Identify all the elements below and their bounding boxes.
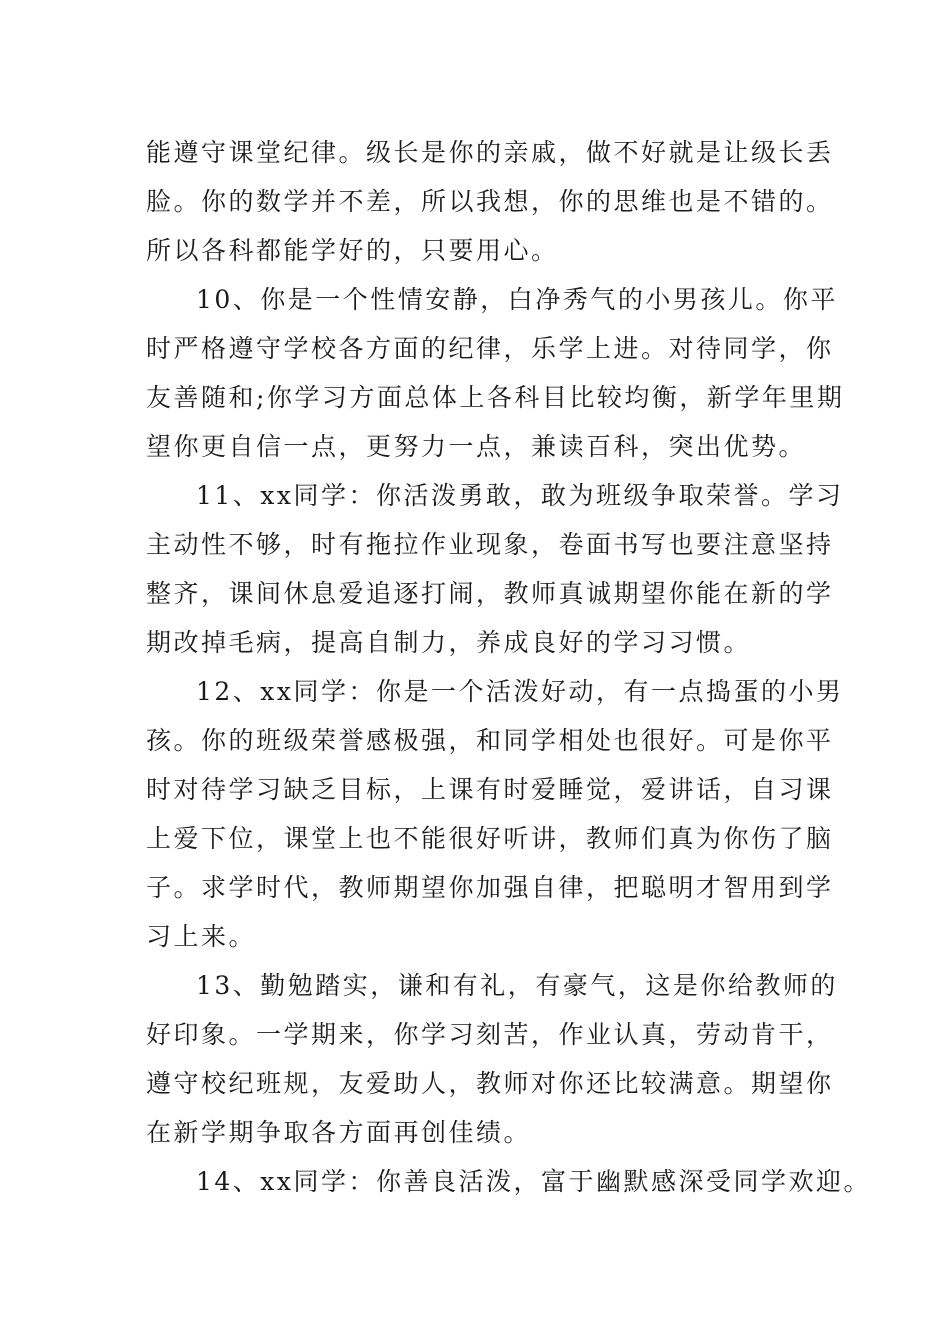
text-line: 整齐，课间休息爱追逐打闹，教师真诚期望你能在新的学 xyxy=(146,579,834,608)
text-line: 主动性不够，时有拖拉作业现象，卷面书写也要注意坚持 xyxy=(146,530,834,559)
text-line: 上爱下位，课堂上也不能很好听讲，教师们真为你伤了脑 xyxy=(146,824,834,853)
text-line: 好印象。一学期来，你学习刻苦，作业认真，劳动肯干， xyxy=(146,1020,834,1049)
text-line: 在新学期争取各方面再创佳绩。 xyxy=(146,1118,532,1147)
text-line: 脸。你的数学并不差，所以我想，你的思维也是不错的。 xyxy=(146,187,834,216)
text-line: 孩。你的班级荣誉感极强，和同学相处也很好。可是你平 xyxy=(146,726,834,755)
text-body xyxy=(146,128,872,1206)
paragraph-first-line: 11、xx同学：你活泼勇敢，敢为班级争取荣誉。学习 xyxy=(196,481,844,510)
paragraph-first-line: 14、xx同学：你善良活泼，富于幽默感深受同学欢迎。 xyxy=(196,1167,872,1196)
paragraph-first-line: 10、你是一个性情安静，白净秀气的小男孩儿。你平 xyxy=(196,285,838,314)
text-line: 时严格遵守学校各方面的纪律，乐学上进。对待同学，你 xyxy=(146,334,834,363)
text-line: 时对待学习缺乏目标，上课有时爱睡觉，爱讲话，自习课 xyxy=(146,775,834,804)
text-line: 子。求学时代，教师期望你加强自律，把聪明才智用到学 xyxy=(146,873,834,902)
paragraph-first-line: 12、xx同学：你是一个活泼好动，有一点捣蛋的小男 xyxy=(196,677,844,706)
text-line: 所以各科都能学好的，只要用心。 xyxy=(146,236,559,265)
text-line: 遵守校纪班规，友爱助人，教师对你还比较满意。期望你 xyxy=(146,1069,834,1098)
text-line: 习上来。 xyxy=(146,922,257,951)
paragraph-first-line: 13、勤勉踏实，谦和有礼，有豪气，这是你给教师的 xyxy=(196,971,838,1000)
text-line: 友善随和;你学习方面总体上各科目比较均衡，新学年里期 xyxy=(146,383,845,412)
text-line: 望你更自信一点，更努力一点，兼读百科，突出优势。 xyxy=(146,432,807,461)
text-line: 期改掉毛病，提高自制力，养成良好的学习习惯。 xyxy=(146,628,752,657)
text-line: 能遵守课堂纪律。级长是你的亲戚，做不好就是让级长丢 xyxy=(146,138,834,167)
